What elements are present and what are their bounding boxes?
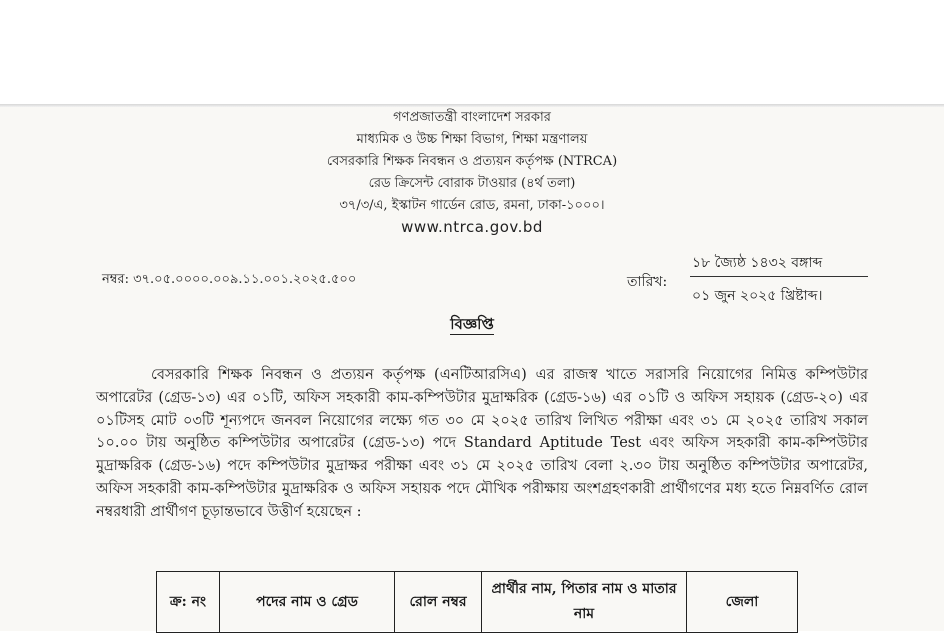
notice-title-text: বিজ্ঞপ্তি bbox=[450, 315, 494, 333]
date-label: তারিখ: bbox=[627, 274, 668, 290]
result-table bbox=[156, 571, 798, 633]
header-ministry: মাধ্যমিক ও উচ্চ শিক্ষা বিভাগ, শিক্ষা মন্ত্রণালয় bbox=[356, 132, 588, 147]
header-authority: বেসরকারি শিক্ষক নিবন্ধন ও প্রত্যয়ন কর্তৃপক্ষ (NTRCA) bbox=[326, 154, 618, 169]
notice-body: বেসরকারি শিক্ষক নিবন্ধন ও প্রত্যয়ন কর্তৃপক্ষ (এনটিআরসিএ) এর রাজস্ব খাতে সরাসরি নিয়োগের নিমিত্ত কম্পিউটার অপারেটর (গ্রেড-১৩) এর ০১টি, অফিস সহকারী কাম-কম্পিউটার মুদ্রাক্ষরিক (গ্রেড-১৬) এর ০১টি ও অফিস সহায়ক (গ্রেড-২০) এর ০১টিসহ মোট ০৩টি শূন্যপদে জনবল নিয়োগের লক্ষ্যে গত ৩০ মে ২০২৫ তারিখ লিখিত পরীক্ষা এবং ৩১ মে ২০২৫ তারিখ সকাল ১০.০০ টায় অনুষ্ঠিত কম্পিউটার অপারেটর (গ্রেড-১৩) পদে Standard Aptitude Test এবং অফিস সহকারী কাম-কম্পিউটার মুদ্রাক্ষরিক (গ্রেড-১৬) পদে কম্পিউটার মুদ্রাক্ষর পরীক্ষা এবং ৩১ মে ২০২৫ তারিখ বেলা ২.৩০ টায় অনুষ্ঠিত কম্পিউটার অপারেটর, অফিস সহকারী কাম-কম্পিউটার মুদ্রাক্ষরিক ও অফিস সহায়ক পদে মৌখিক পরীক্ষায় অংশগ্রহণকারী প্রার্থীগণের মধ্য হতে নিম্নবর্ণিত রোল নম্বরধারী প্রার্থীগণ চূড়ান্তভাবে উত্তীর্ণ হয়েছেন : bbox=[96, 367, 868, 520]
header-website: www.ntrca.gov.bd bbox=[401, 218, 543, 236]
header-address: ৩৭/৩/এ, ইস্কাটন গার্ডেন রোড, রমনা, ঢাকা-১০০০। bbox=[339, 198, 605, 213]
col-candidate: প্রার্থীর নাম, পিতার নাম ও মাতার নাম bbox=[482, 572, 687, 633]
col-post: পদের নাম ও গ্রেড bbox=[220, 572, 395, 633]
top-blank-bar bbox=[0, 0, 944, 104]
col-serial: ক্র: নং bbox=[157, 572, 220, 633]
date-bangla: ১৮ জ্যৈষ্ঠ ১৪৩২ বঙ্গাব্দ bbox=[692, 255, 823, 271]
header-government: গণপ্রজাতন্ত্রী বাংলাদেশ সরকার bbox=[393, 110, 551, 125]
table-header-row bbox=[157, 572, 798, 633]
col-district: জেলা bbox=[687, 572, 798, 633]
date-divider bbox=[690, 276, 868, 277]
col-roll: রোল নম্বর bbox=[395, 572, 482, 633]
date-gregorian: ০১ জুন ২০২৫ খ্রিষ্টাব্দ। bbox=[692, 288, 823, 304]
memo-number: নম্বর: ৩৭.০৫.০০০০.০০৯.১১.০০১.২০২৫.৫০০ bbox=[102, 272, 357, 287]
header-building: রেড ক্রিসেন্ট বোরাক টাওয়ার (৪র্থ তলা) bbox=[368, 176, 576, 191]
notice-title bbox=[0, 313, 944, 338]
